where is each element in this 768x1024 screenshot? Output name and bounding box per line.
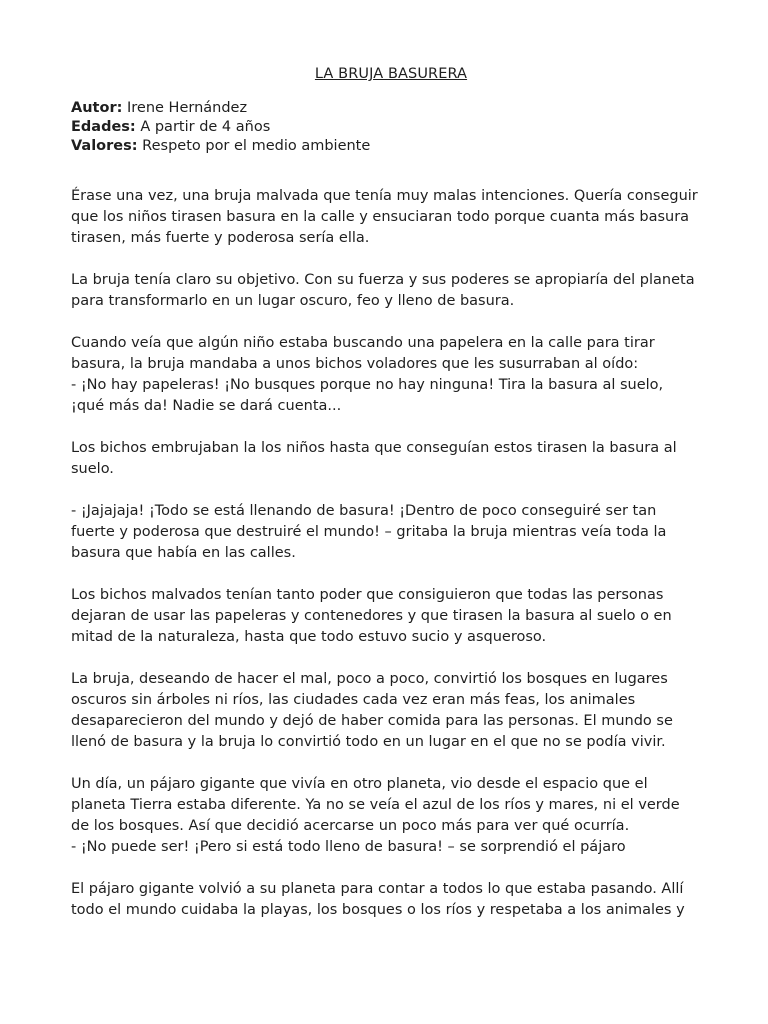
story-line: mitad de la naturaleza, hasta que todo estuvo sucio y asqueroso. xyxy=(71,629,547,645)
story-line: Los bichos malvados tenían tanto poder que consiguieron que todas las personas xyxy=(71,587,664,603)
document-title: LA BRUJA BASURERA xyxy=(314,66,468,82)
story-paragraph xyxy=(71,333,711,417)
story-paragraph xyxy=(71,585,711,648)
story-line: fuerte y poderosa que destruiré el mundo! – gritaba la bruja mientras veía toda la xyxy=(71,524,667,540)
meta-row-values xyxy=(71,137,370,156)
story-line: suelo. xyxy=(71,461,114,477)
story-line: basura, la bruja mandaba a unos bichos voladores que les susurraban al oído: xyxy=(71,356,639,372)
meta-value-values: Respeto por el medio ambiente xyxy=(137,138,371,154)
story-line: La bruja tenía claro su objetivo. Con su fuerza y sus poderes se apropiaría del planeta xyxy=(71,272,695,288)
meta-label-author: Autor: xyxy=(71,100,123,116)
story-line: - ¡Jajajaja! ¡Todo se está llenando de basura! ¡Dentro de poco conseguiré ser tan xyxy=(71,503,657,519)
story-line: para transformarlo en un lugar oscuro, feo y lleno de basura. xyxy=(71,293,515,309)
story-line: de los bosques. Así que decidió acercarse un poco más para ver qué ocurría. xyxy=(71,818,630,834)
story-line: desaparecieron del mundo y dejó de haber comida para las personas. El mundo se xyxy=(71,713,673,729)
story-line: que los niños tirasen basura en la calle y ensuciaran todo porque cuanta más basura xyxy=(71,209,690,225)
story-line: Cuando veía que algún niño estaba buscando una papelera en la calle para tirar xyxy=(71,335,655,351)
meta-label-values: Valores: xyxy=(71,138,138,154)
meta-value-ages: A partir de 4 años xyxy=(135,119,271,135)
story-line: llenó de basura y la bruja lo convirtió todo en un lugar en el que no se podía vivir. xyxy=(71,734,666,750)
story-paragraph xyxy=(71,501,711,564)
meta-row-ages xyxy=(71,118,370,137)
story-line: Los bichos embrujaban la los niños hasta que conseguían estos tirasen la basura al xyxy=(71,440,677,456)
story-line: - ¡No puede ser! ¡Pero si está todo lleno de basura! – se sorprendió el pájaro xyxy=(71,839,626,855)
story-line: La bruja, deseando de hacer el mal, poco a poco, convirtió los bosques en lugares xyxy=(71,671,668,687)
story-line: planeta Tierra estaba diferente. Ya no se veía el azul de los ríos y mares, ni el verde xyxy=(71,797,680,813)
story-paragraph xyxy=(71,879,711,921)
story-paragraph xyxy=(71,270,711,312)
meta-row-author xyxy=(71,99,370,118)
story-line: ¡qué más da! Nadie se dará cuenta... xyxy=(71,398,342,414)
story-paragraph xyxy=(71,669,711,753)
story-line: todo el mundo cuidaba la playas, los bosques o los ríos y respetaba a los animales y xyxy=(71,902,685,918)
story-line: Érase una vez, una bruja malvada que tenía muy malas intenciones. Quería conseguir xyxy=(71,188,698,204)
story-line: El pájaro gigante volvió a su planeta para contar a todos lo que estaba pasando. Allí xyxy=(71,881,684,897)
story-paragraph xyxy=(71,774,711,858)
story-body xyxy=(71,186,711,942)
story-line: basura que había en las calles. xyxy=(71,545,296,561)
story-line: tirasen, más fuerte y poderosa sería ella. xyxy=(71,230,370,246)
meta-value-author: Irene Hernández xyxy=(122,100,248,116)
story-line: Un día, un pájaro gigante que vivía en otro planeta, vio desde el espacio que el xyxy=(71,776,648,792)
document-meta xyxy=(71,99,370,156)
story-line: oscuros sin árboles ni ríos, las ciudades cada vez eran más feas, los animales xyxy=(71,692,636,708)
story-paragraph xyxy=(71,186,711,249)
story-line: - ¡No hay papeleras! ¡No busques porque no hay ninguna! Tira la basura al suelo, xyxy=(71,377,664,393)
story-line: dejaran de usar las papeleras y contenedores y que tirasen la basura al suelo o en xyxy=(71,608,672,624)
story-paragraph xyxy=(71,438,711,480)
meta-label-ages: Edades: xyxy=(71,119,136,135)
